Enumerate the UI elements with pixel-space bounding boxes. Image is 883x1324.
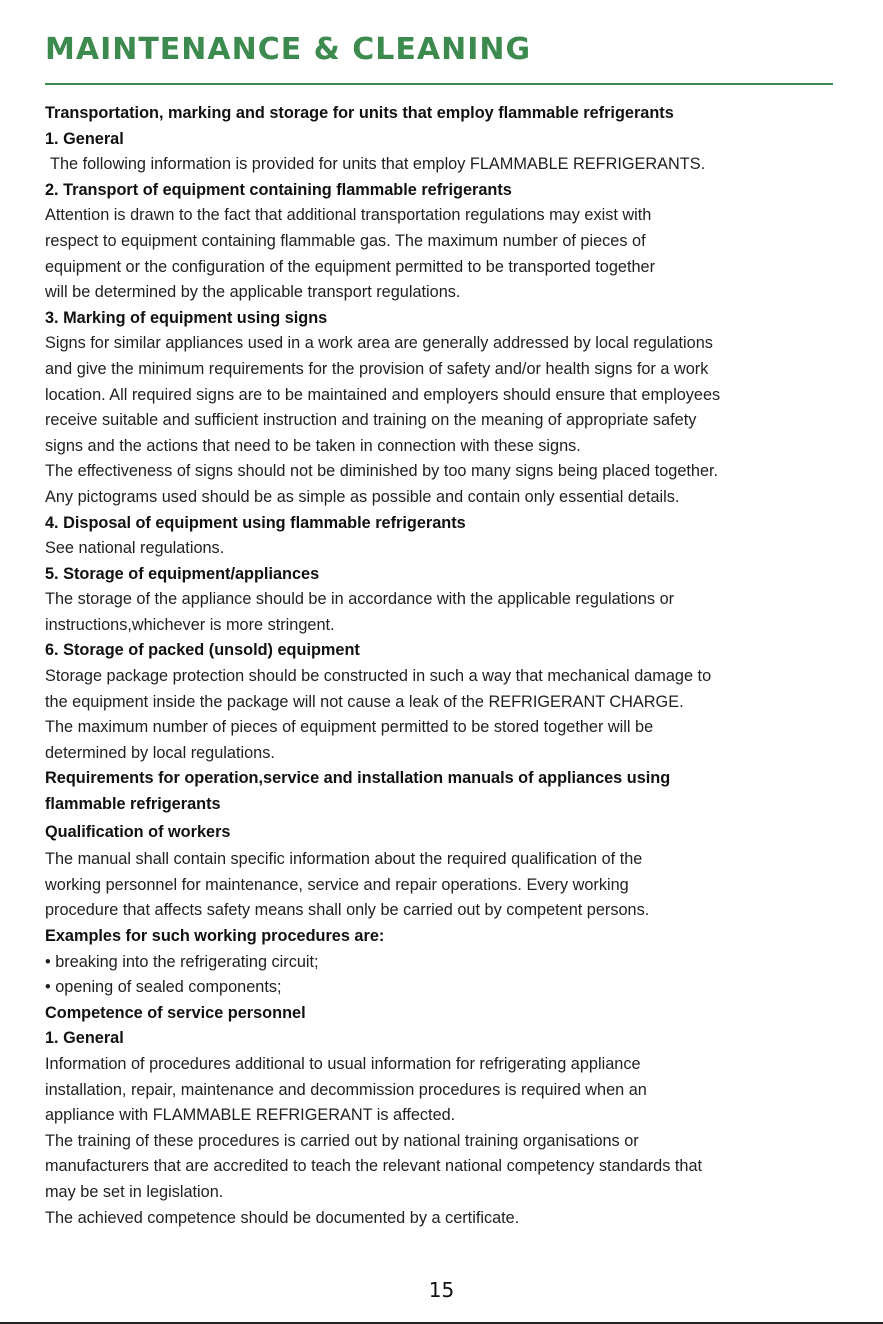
section-heading: Competence of service personnel xyxy=(45,1003,306,1022)
paragraph-line: working personnel for maintenance, service and repair operations. Every working xyxy=(45,875,629,894)
paragraph-line: The achieved competence should be documented by a certificate. xyxy=(45,1208,520,1227)
subsection-heading: 2. Transport of equipment containing flammable refrigerants xyxy=(45,180,512,199)
section-heading: Transportation, marking and storage for units that employ flammable refrigerants xyxy=(45,104,674,122)
paragraph-line: signs and the actions that need to be taken in connection with these signs. xyxy=(45,436,581,455)
subsection-heading: Qualification of workers xyxy=(45,822,231,841)
paragraph-line: The manual shall contain specific information about the required qualification of the xyxy=(45,850,643,869)
paragraph-line: will be determined by the applicable transport regulations. xyxy=(45,283,461,302)
paragraph-line: See national regulations. xyxy=(45,539,225,558)
paragraph-line: The maximum number of pieces of equipment permitted to be stored together will be xyxy=(45,718,654,737)
paragraph-line: installation, repair, maintenance and decommission procedures is required when an xyxy=(45,1080,647,1099)
paragraph-line: Information of procedures additional to usual information for refrigerating appliance xyxy=(45,1054,641,1073)
paragraph-line: may be set in legislation. xyxy=(45,1182,224,1201)
subsection-heading: 4. Disposal of equipment using flammable refrigerants xyxy=(45,513,466,532)
title-divider xyxy=(45,83,833,85)
paragraph-line: procedure that affects safety means shall only be carried out by competent persons. xyxy=(45,901,650,920)
paragraph-line: equipment or the configuration of the equipment permitted to be transported together xyxy=(45,257,656,276)
paragraph-line: location. All required signs are to be maintained and employers should ensure that employees xyxy=(45,385,721,404)
bullet-item: • breaking into the refrigerating circuit; xyxy=(45,952,319,971)
paragraph-line: determined by local regulations. xyxy=(45,743,275,762)
paragraph-line: Attention is drawn to the fact that additional transportation regulations may exist with xyxy=(45,206,652,225)
subsection-heading: 6. Storage of packed (unsold) equipment xyxy=(45,641,360,660)
paragraph-line: The storage of the appliance should be in accordance with the applicable regulations or xyxy=(45,590,675,609)
page-number: 15 xyxy=(428,1278,455,1302)
paragraph-line: The training of these procedures is carried out by national training organisations or xyxy=(45,1131,639,1150)
subsection-heading: Examples for such working procedures are: xyxy=(45,927,385,945)
paragraph-line: Signs for similar appliances used in a work area are generally addressed by local regulations xyxy=(45,334,713,353)
paragraph-line: the equipment inside the package will not cause a leak of the REFRIGERANT CHARGE. xyxy=(45,692,684,711)
paragraph-line: Any pictograms used should be as simple as possible and contain only essential details. xyxy=(45,487,680,506)
subsection-heading: 5. Storage of equipment/appliances xyxy=(45,564,320,583)
paragraph-line: The following information is provided for units that employ FLAMMABLE REFRIGERANTS. xyxy=(50,155,706,174)
subsection-heading: 1. General xyxy=(45,129,124,148)
paragraph-line: receive suitable and sufficient instruction and training on the meaning of appropriate safety xyxy=(45,411,697,430)
page-title: MAINTENANCE & CLEANING xyxy=(45,32,532,67)
paragraph-line: appliance with FLAMMABLE REFRIGERANT is affected. xyxy=(45,1106,456,1125)
document-body xyxy=(45,101,840,1231)
paragraph-line: manufacturers that are accredited to teach the relevant national competency standards that xyxy=(45,1157,703,1176)
section-heading: flammable refrigerants xyxy=(45,795,221,814)
subsection-heading: 1. General xyxy=(45,1029,124,1048)
subsection-heading: 3. Marking of equipment using signs xyxy=(45,308,328,327)
paragraph-line: The effectiveness of signs should not be diminished by too many signs being placed together. xyxy=(45,462,719,481)
bullet-item: • opening of sealed components; xyxy=(45,978,282,997)
paragraph-line: instructions,whichever is more stringent. xyxy=(45,615,335,634)
paragraph-line: respect to equipment containing flammable gas. The maximum number of pieces of xyxy=(45,231,646,250)
section-heading: Requirements for operation,service and installation manuals of appliances using xyxy=(45,769,671,788)
paragraph-line: Storage package protection should be constructed in such a way that mechanical damage to xyxy=(45,667,712,686)
paragraph-line: and give the minimum requirements for the provision of safety and/or health signs for a work xyxy=(45,359,709,378)
